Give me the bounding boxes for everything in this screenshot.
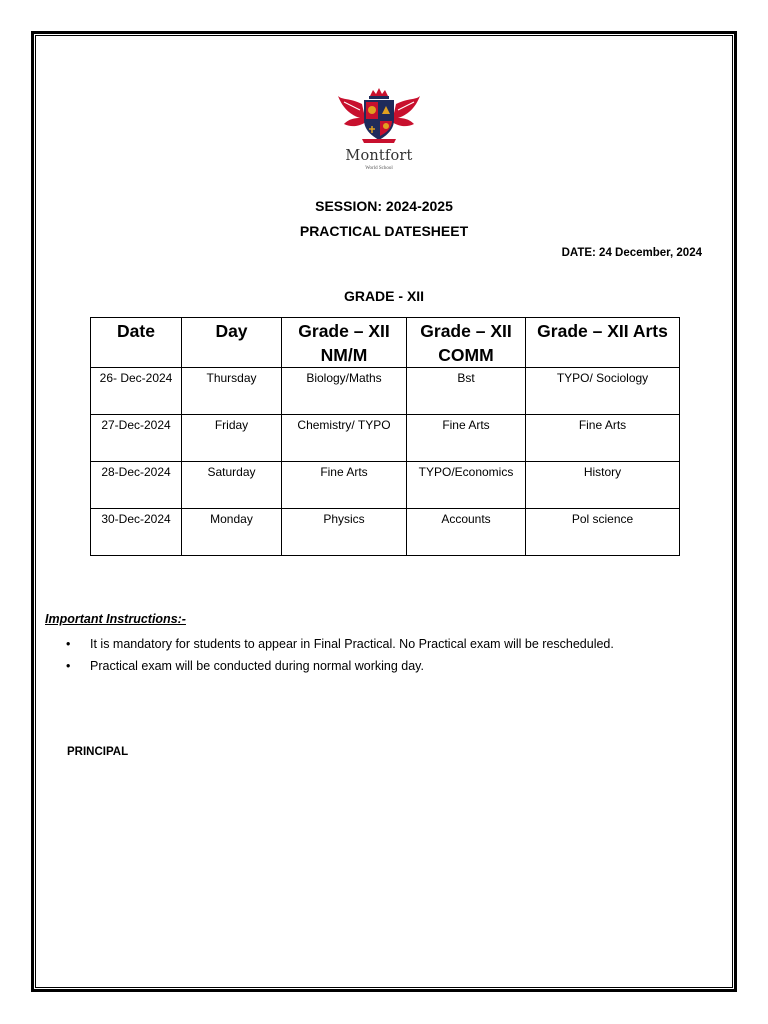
table-row [91,509,680,556]
list-item [66,655,614,677]
cell-arts: TYPO/ Sociology [526,368,680,415]
sheet-title: PRACTICAL DATESHEET [299,223,469,239]
bullet-icon: • [66,659,71,673]
cell-arts: History [526,462,680,509]
header-comm: Grade – XII COMM [407,318,526,368]
cell-day: Friday [182,415,282,462]
cell-comm: TYPO/Economics [407,462,526,509]
cell-nm-m: Chemistry/ TYPO [282,415,407,462]
table-row [91,462,680,509]
school-name: Montfort [345,148,413,164]
table-header-row [91,318,680,368]
cell-date: 30-Dec-2024 [91,509,182,556]
datesheet-table [90,317,680,556]
cell-date: 27-Dec-2024 [91,415,182,462]
school-subtitle: World School [365,166,393,171]
header-nm-m: Grade – XII NM/M [282,318,407,368]
table-row [91,415,680,462]
cell-day: Monday [182,509,282,556]
cell-day: Thursday [182,368,282,415]
instruction-text: It is mandatory for students to appear in Final Practical. No Practical exam will be rescheduled. [90,637,614,651]
header-day: Day [182,318,282,368]
cell-day: Saturday [182,462,282,509]
signature-label: PRINCIPAL [67,746,129,758]
cell-comm: Fine Arts [407,415,526,462]
list-item [66,633,614,655]
crest-icon [332,84,426,148]
cell-date: 26- Dec-2024 [91,368,182,415]
issue-date: DATE: 24 December, 2024 [561,247,702,259]
cell-arts: Fine Arts [526,415,680,462]
grade-heading: GRADE - XII [343,288,425,304]
session-heading: SESSION: 2024-2025 [315,198,453,214]
bullet-icon: • [66,637,71,651]
cell-nm-m: Biology/Maths [282,368,407,415]
table-row [91,368,680,415]
instructions-list [66,633,614,677]
cell-comm: Bst [407,368,526,415]
cell-nm-m: Physics [282,509,407,556]
school-logo [332,84,426,176]
header-date: Date [91,318,182,368]
cell-arts: Pol science [526,509,680,556]
header-arts: Grade – XII Arts [526,318,680,368]
cell-nm-m: Fine Arts [282,462,407,509]
instructions-title: Important Instructions:- [45,612,186,626]
cell-comm: Accounts [407,509,526,556]
instruction-text: Practical exam will be conducted during normal working day. [90,659,424,673]
cell-date: 28-Dec-2024 [91,462,182,509]
